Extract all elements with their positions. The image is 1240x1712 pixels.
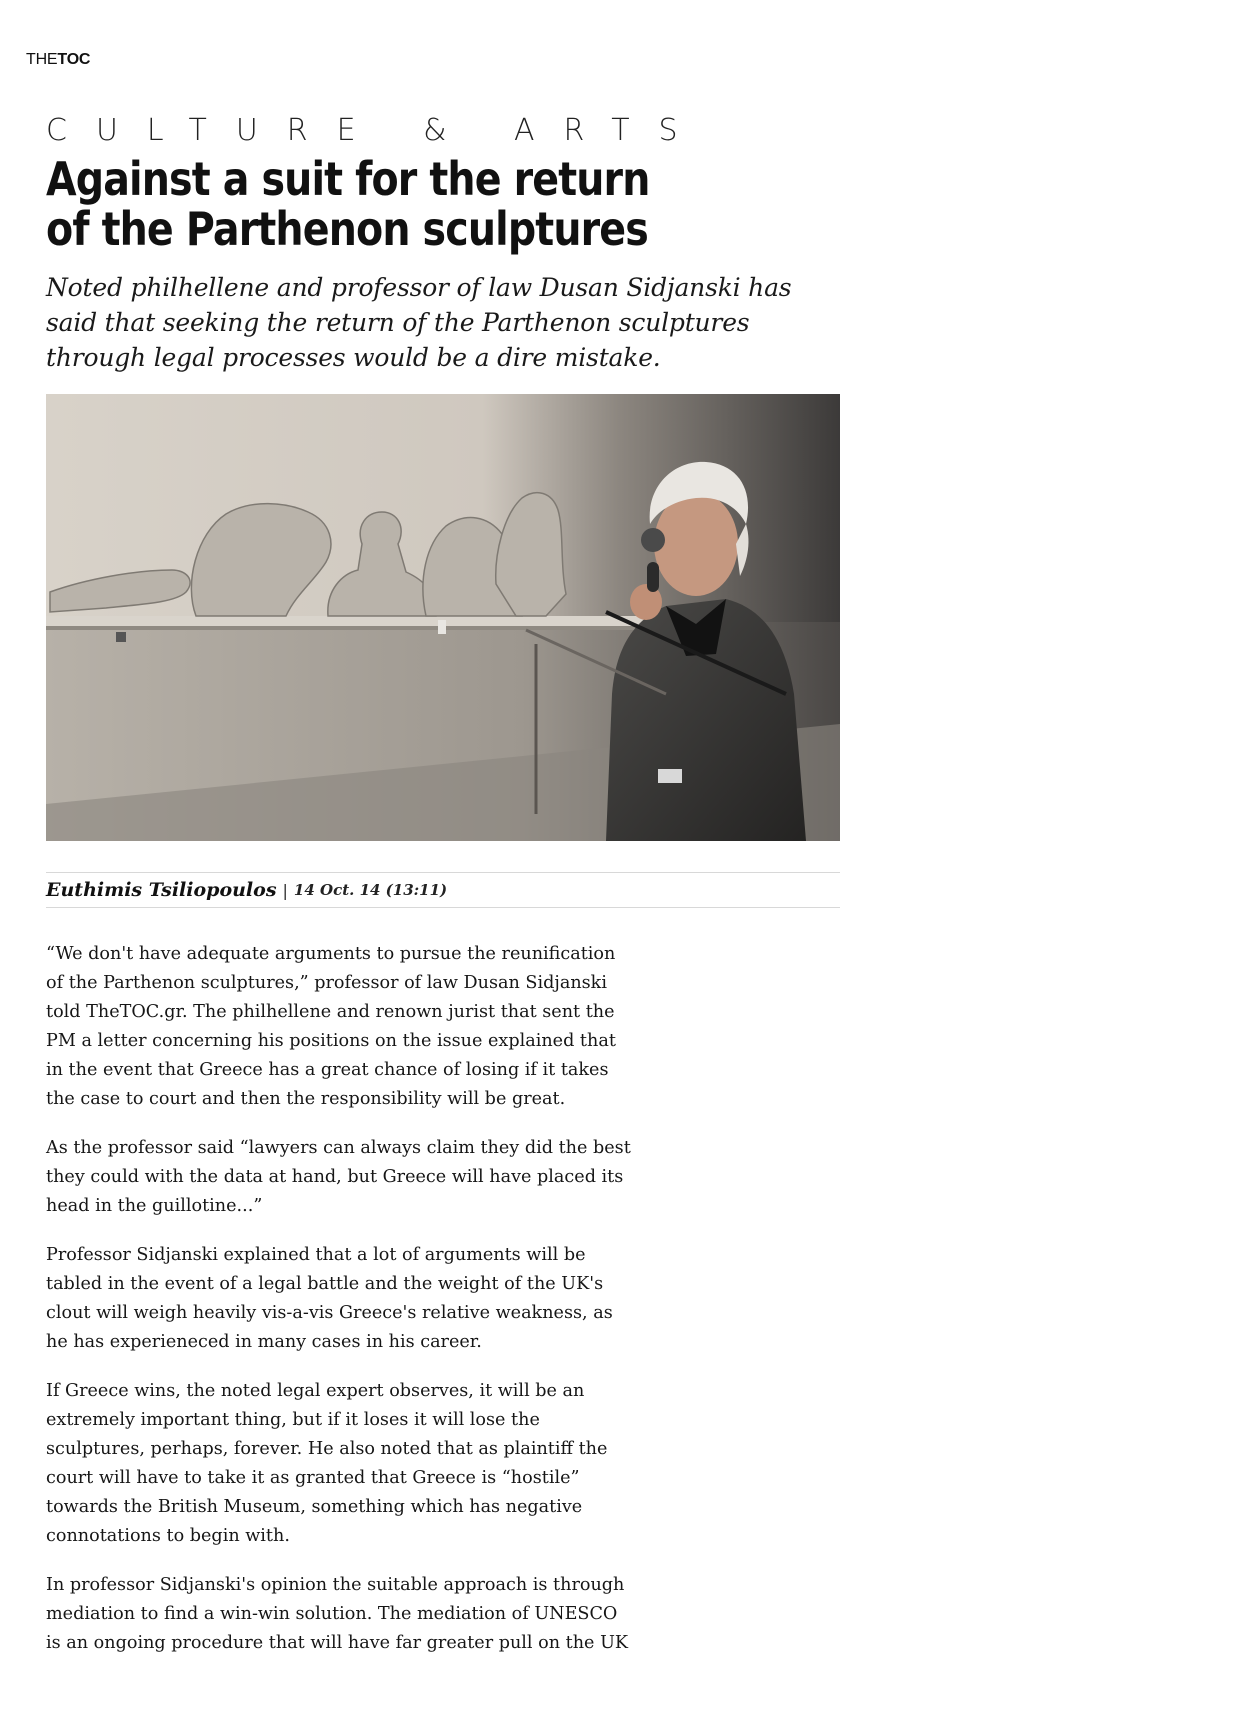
article-headline: Against a suit for the return of the Parthenon sculptures [46,152,650,256]
photo-illustration [46,394,840,841]
article-body [46,940,636,1678]
article-paragraph: As the professor said “lawyers can always claim they did the best they could with the data at hand, but Greece will have placed its head in the guillotine...” [46,1138,631,1216]
label-plaque [116,632,126,642]
logo-toc: TOC [57,51,91,68]
site-logo[interactable] [26,51,90,69]
byline-separator: | [282,880,288,900]
article-photo [46,394,840,841]
publish-date: 14 Oct. 14 (13:11) [293,881,448,899]
belt-buckle [658,769,682,783]
byline [46,872,840,908]
sculpture-ledge [46,616,666,626]
section-label[interactable]: CULTURE & ARTS [46,113,707,148]
article-paragraph: If Greece wins, the noted legal expert observes, it will be an extremely important thing, but if it loses it will lose the sculptures, perhaps, forever. He also noted that as plaintiff the court will have to take it as granted that Greece is “hostile” towards the British Museum, something which has negative connotations to begin with. [46,1381,608,1546]
author-name[interactable]: Euthimis Tsiliopoulos [46,879,277,901]
article-paragraph: Professor Sidjanski explained that a lot of arguments will be tabled in the event of a legal battle and the weight of the UK's clout will weigh heavily vis-a-vis Greece's relative weakness, as he has experieneced in many cases in his career. [46,1245,613,1352]
article-paragraph: In professor Sidjanski's opinion the suitable approach is through mediation to find a win-win solution. The mediation of UNESCO is an ongoing procedure that will have far greater pull on the UK [46,1575,629,1653]
article-paragraph: “We don't have adequate arguments to pursue the reunification of the Parthenon sculptures,” professor of law Dusan Sidjanski told TheTOC.gr. The philhellene and renown jurist that sent the PM a letter concerning his positions on the issue explained that in the event that Greece has a great chance of losing if it takes the case to court and then the responsibility will be great. [46,944,616,1109]
logo-the: THE [26,51,58,68]
article-standfirst: Noted philhellene and professor of law Dusan Sidjanski has said that seeking the return of the Parthenon sculptures through legal processes would be a dire mistake. [46,273,792,372]
